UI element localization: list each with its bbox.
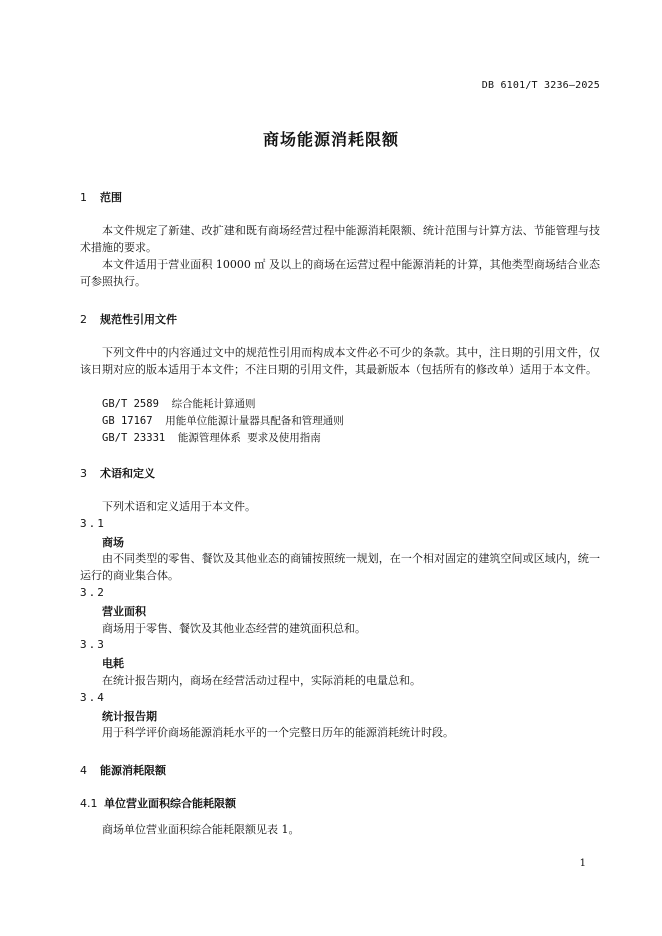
- reference-code: GB 17167: [102, 415, 153, 427]
- section-4-heading: [80, 762, 166, 778]
- standard-number: DB 6101/T 3236—2025: [481, 80, 600, 91]
- reference-title: 综合能耗计算通则: [171, 398, 256, 410]
- section-1-heading: [80, 189, 122, 205]
- document-title: 商场能源消耗限额: [262, 130, 399, 149]
- paragraph: 下列术语和定义适用于本文件。: [102, 500, 256, 513]
- section-number: 2: [80, 313, 87, 326]
- section-number: 1: [80, 191, 87, 204]
- section-title: 范围: [100, 191, 122, 204]
- reference-item: [102, 396, 256, 411]
- subsection-4-1-heading: [80, 795, 236, 811]
- reference-code: GB/T 23331: [102, 432, 166, 444]
- term-definition: 在统计报告期内，商场在经营活动过程中，实际消耗的电量总和。: [102, 674, 421, 687]
- section-title: 规范性引用文件: [100, 313, 177, 326]
- term-name: 统计报告期: [102, 710, 157, 723]
- term-definition: 用于科学评价商场能源消耗水平的一个完整日历年的能源消耗统计时段。: [102, 726, 454, 739]
- term-name: 商场: [102, 536, 124, 549]
- section-number: 3: [80, 467, 87, 480]
- term-number: 3.1: [80, 517, 106, 530]
- section-2-heading: [80, 311, 177, 327]
- term-number: 3.4: [80, 691, 106, 704]
- paragraph: 下列文件中的内容通过文中的规范性引用而构成本文件必不可少的条款。其中，注日期的引用文件，仅该日期对应的版本适用于本文件；不注日期的引用文件，其最新版本（包括所有的修改单）适用于本文件。: [80, 346, 600, 376]
- paragraph: 商场单位营业面积综合能耗限额见表 1。: [102, 823, 300, 836]
- reference-title: 用能单位能源计量器具配备和管理通则: [165, 415, 344, 427]
- paragraph: 本文件适用于营业面积 10000 ㎡ 及以上的商场在运营过程中能源消耗的计算，其他类型商场结合业态可参照执行。: [80, 258, 600, 288]
- reference-code: GB/T 2589: [102, 398, 159, 410]
- term-definition: 由不同类型的零售、餐饮及其他业态的商铺按照统一规划，在一个相对固定的建筑空间或区域内，统一运行的商业集合体。: [80, 552, 600, 582]
- reference-item: [102, 413, 344, 428]
- subsection-number: 4.1: [80, 797, 98, 810]
- section-number: 4: [80, 764, 87, 777]
- page-number: 1: [579, 858, 586, 869]
- term-name: 电耗: [102, 657, 124, 670]
- term-number: 3.2: [80, 586, 106, 599]
- term-number: 3.3: [80, 638, 106, 651]
- reference-title: 能源管理体系 要求及使用指南: [177, 432, 321, 444]
- term-definition: 商场用于零售、餐饮及其他业态经营的建筑面积总和。: [102, 622, 366, 635]
- section-title: 术语和定义: [100, 467, 155, 480]
- paragraph: 本文件规定了新建、改扩建和既有商场经营过程中能源消耗限额、统计范围与计算方法、节能管理与技术措施的要求。: [80, 224, 600, 254]
- reference-item: [102, 430, 321, 445]
- section-3-heading: [80, 465, 155, 481]
- term-name: 营业面积: [102, 605, 146, 618]
- subsection-title: 单位营业面积综合能耗限额: [104, 797, 236, 810]
- section-title: 能源消耗限额: [100, 764, 166, 777]
